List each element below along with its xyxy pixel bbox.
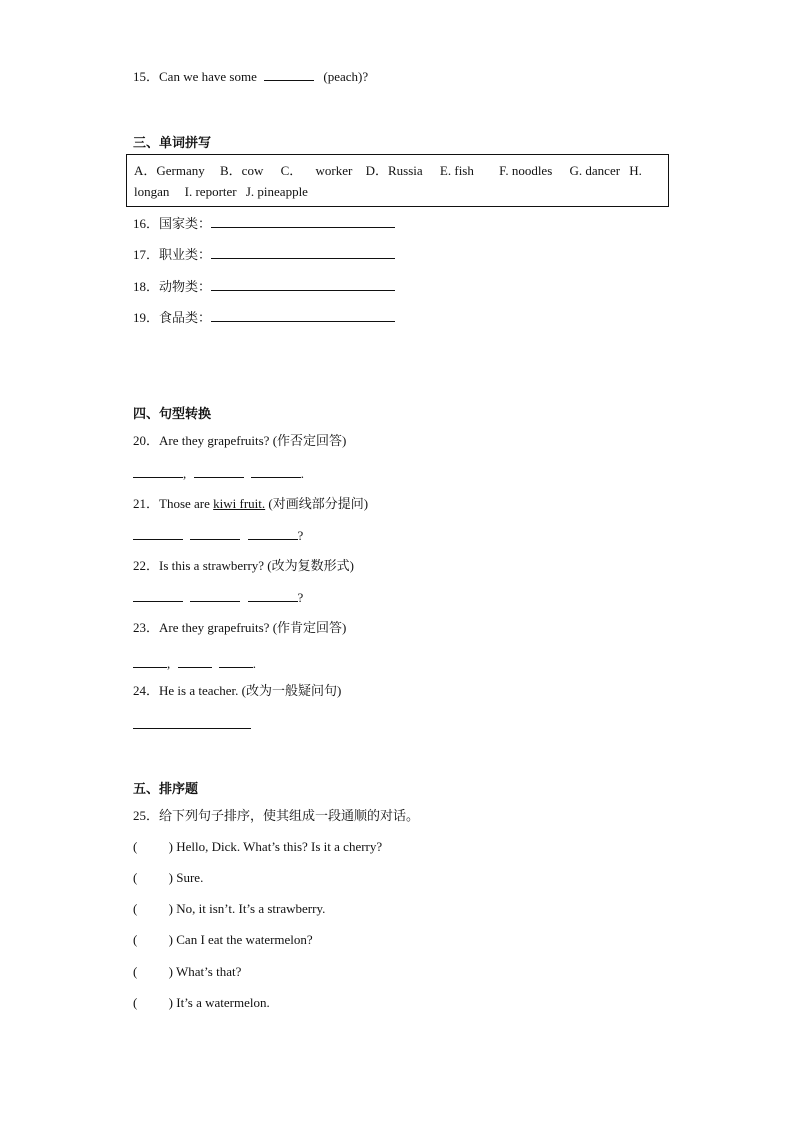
category-label: 17．职业类： bbox=[133, 247, 212, 262]
question-17 bbox=[133, 246, 395, 263]
punctuation: ? bbox=[297, 590, 304, 605]
answer-blank[interactable] bbox=[133, 589, 183, 602]
order-sentence: It’s a watermelon. bbox=[176, 995, 270, 1010]
underlined-text: kiwi fruit. bbox=[213, 496, 266, 511]
answer-blank[interactable] bbox=[190, 589, 240, 602]
order-item bbox=[133, 839, 382, 855]
question-18 bbox=[133, 278, 395, 295]
word-option-g: G. dancer bbox=[569, 163, 621, 178]
order-sentence: No, it isn’t. It’s a strawberry. bbox=[176, 901, 326, 916]
order-answer-slot[interactable]: ( ) bbox=[133, 839, 173, 854]
order-item bbox=[133, 901, 325, 917]
word-option-i: I. reporter bbox=[184, 184, 237, 199]
answer-blank[interactable] bbox=[219, 655, 253, 668]
order-answer-slot[interactable]: ( ) bbox=[133, 901, 173, 916]
word-option-c-label: C． bbox=[280, 163, 303, 178]
answer-blank[interactable] bbox=[248, 527, 298, 540]
answer-line-21 bbox=[133, 527, 303, 544]
answer-blank[interactable] bbox=[251, 465, 301, 478]
answer-blank[interactable] bbox=[248, 589, 298, 602]
order-answer-slot[interactable]: ( ) bbox=[133, 964, 173, 979]
order-answer-slot[interactable]: ( ) bbox=[133, 995, 173, 1010]
question-23: 23．Are they grapefruits? (作肯定回答) bbox=[133, 620, 347, 635]
word-option-d: D．Russia bbox=[365, 163, 423, 178]
answer-blank[interactable] bbox=[178, 655, 212, 668]
order-sentence: Hello, Dick. What’s this? Is it a cherry? bbox=[176, 839, 383, 854]
question-text: Can we have some bbox=[159, 69, 257, 84]
order-item bbox=[133, 995, 270, 1011]
question-19 bbox=[133, 309, 395, 326]
word-option-h: longan bbox=[134, 184, 170, 199]
word-option-b: B．cow bbox=[220, 163, 264, 178]
question-15 bbox=[133, 68, 368, 85]
order-item bbox=[133, 964, 241, 980]
question-24: 24．He is a teacher. (改为一般疑问句) bbox=[133, 683, 342, 698]
answer-line-22 bbox=[133, 589, 303, 606]
answer-blank[interactable] bbox=[133, 716, 251, 729]
punctuation: . bbox=[300, 466, 304, 481]
word-option-e: E. fish bbox=[439, 163, 474, 178]
answer-blank[interactable] bbox=[211, 246, 395, 259]
section-heading: 五、排序题 bbox=[133, 781, 199, 796]
order-answer-slot[interactable]: ( ) bbox=[133, 870, 173, 885]
order-sentence: Sure. bbox=[176, 870, 204, 885]
answer-blank[interactable] bbox=[190, 527, 240, 540]
order-answer-slot[interactable]: ( ) bbox=[133, 932, 173, 947]
answer-blank[interactable] bbox=[133, 465, 183, 478]
word-bank-box bbox=[126, 154, 669, 207]
question-text: 21．Those are bbox=[133, 496, 210, 511]
answer-line-23 bbox=[133, 655, 256, 672]
question-hint: (peach)? bbox=[323, 69, 369, 84]
category-label: 18．动物类： bbox=[133, 279, 212, 294]
word-option-j: J. pineapple bbox=[245, 184, 308, 199]
order-sentence: Can I eat the watermelon? bbox=[176, 932, 313, 947]
question-25-instruction: 25．给下列句子排序，使其组成一段通顺的对话。 bbox=[133, 808, 420, 823]
punctuation: , bbox=[167, 656, 171, 671]
answer-blank[interactable] bbox=[211, 309, 395, 322]
word-option-h-label: H. bbox=[629, 163, 642, 178]
section-heading: 四、句型转换 bbox=[133, 406, 212, 421]
category-label: 16．国家类： bbox=[133, 216, 212, 231]
answer-line-24 bbox=[133, 716, 251, 733]
answer-blank[interactable] bbox=[211, 278, 395, 291]
punctuation: . bbox=[252, 656, 256, 671]
order-sentence: What’s that? bbox=[176, 964, 242, 979]
answer-blank[interactable] bbox=[133, 527, 183, 540]
answer-line-20 bbox=[133, 465, 304, 482]
word-bank-row-2 bbox=[134, 184, 308, 200]
question-number: 15． bbox=[133, 69, 160, 84]
word-option-f: F. noodles bbox=[499, 163, 553, 178]
answer-blank[interactable] bbox=[264, 68, 314, 81]
word-option-c: worker bbox=[315, 163, 353, 178]
word-option-a: A．Germany bbox=[134, 163, 205, 178]
category-label: 19．食品类： bbox=[133, 310, 212, 325]
word-bank-row-1 bbox=[134, 163, 642, 179]
punctuation: ? bbox=[297, 528, 304, 543]
order-item bbox=[133, 870, 203, 886]
question-20: 20．Are they grapefruits? (作否定回答) bbox=[133, 433, 347, 448]
question-22: 22．Is this a strawberry? (改为复数形式) bbox=[133, 558, 354, 573]
answer-blank[interactable] bbox=[133, 655, 167, 668]
question-16 bbox=[133, 215, 395, 232]
question-hint: (对画线部分提问) bbox=[268, 496, 369, 511]
section-heading: 三、单词拼写 bbox=[133, 135, 212, 150]
answer-blank[interactable] bbox=[194, 465, 244, 478]
answer-blank[interactable] bbox=[211, 215, 395, 228]
question-21 bbox=[133, 496, 368, 512]
punctuation: , bbox=[183, 466, 187, 481]
order-item bbox=[133, 932, 313, 948]
